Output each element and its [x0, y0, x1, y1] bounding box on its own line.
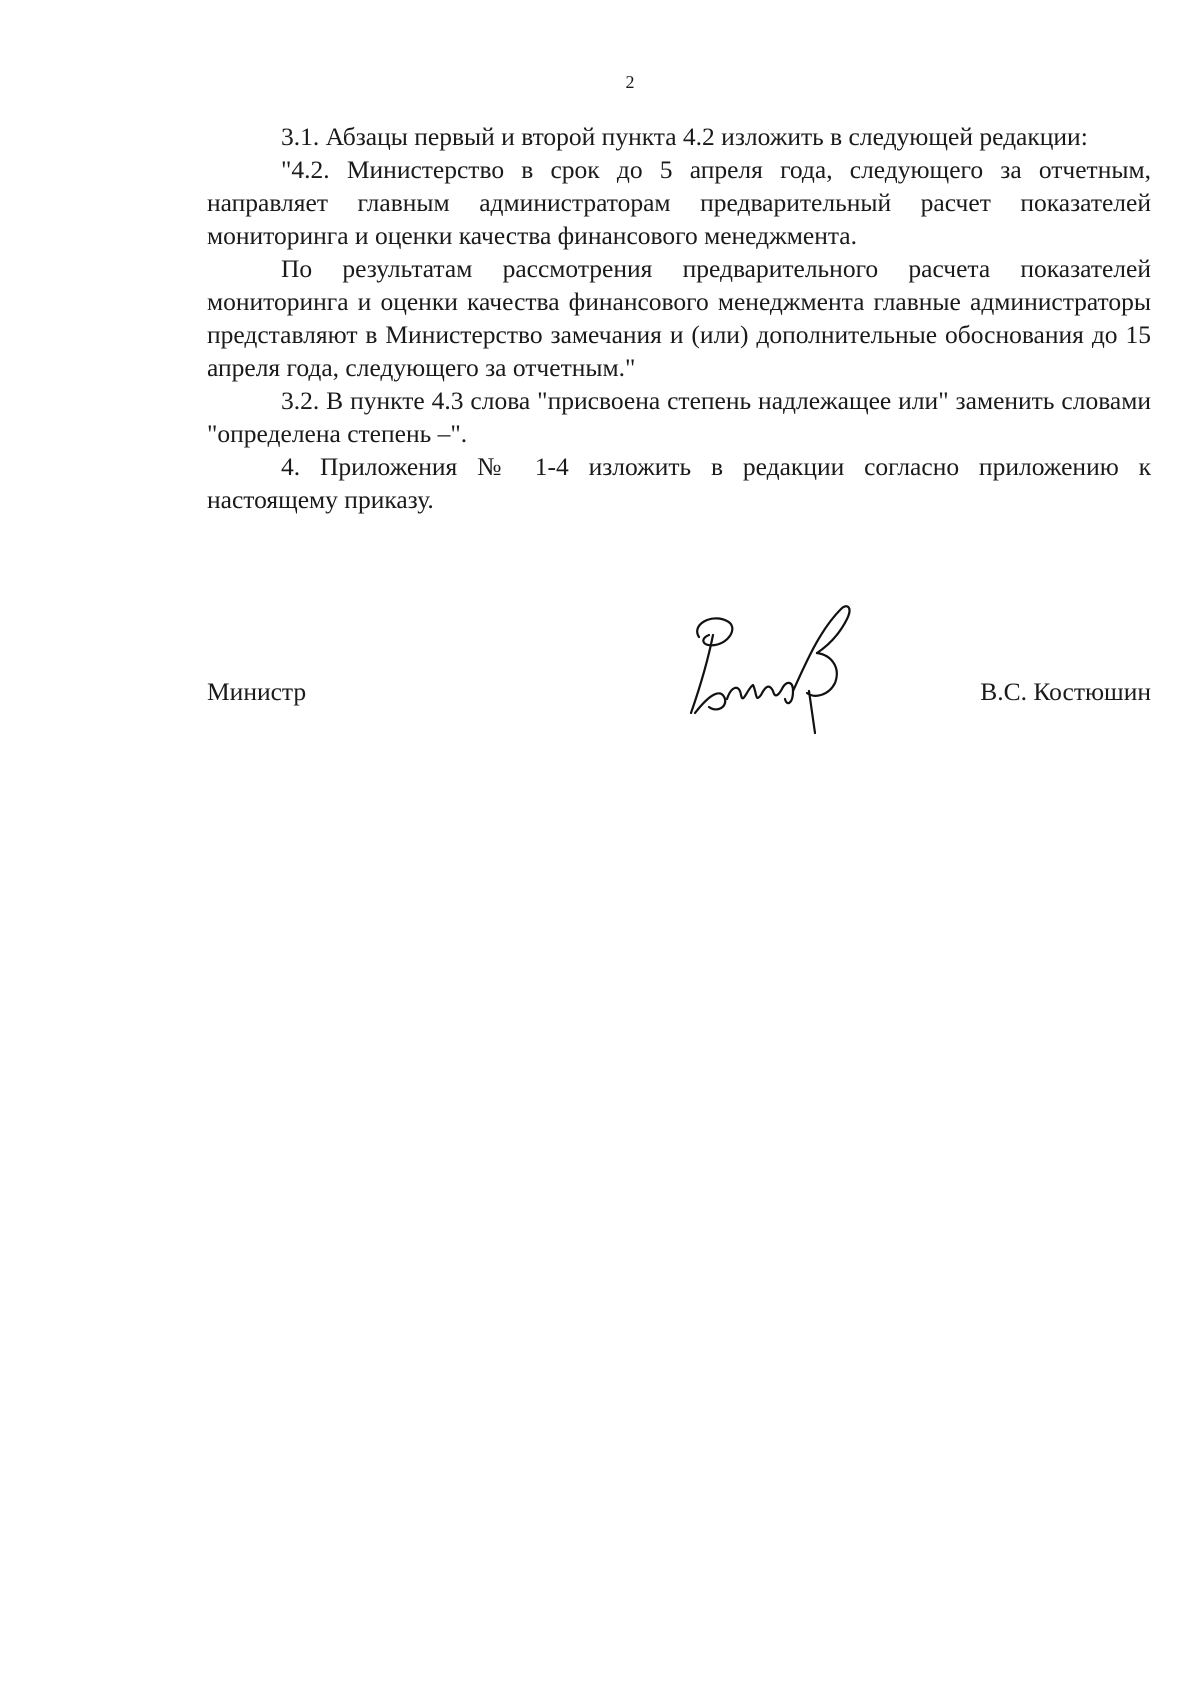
signer-title: Министр	[207, 677, 307, 706]
page-number: 2	[625, 72, 635, 92]
document-body	[207, 120, 1151, 516]
paragraph-4: 4. Приложения № 1-4 изложить в редакции согласно приложению к настоящему приказу.	[207, 452, 1151, 514]
signature-block	[207, 595, 1151, 735]
paragraph-3-2: 3.2. В пункте 4.3 слова "присвоена степень надлежащее или" заменить словами "определена степень –".	[207, 386, 1151, 448]
signer-name: В.С. Костюшин	[980, 677, 1151, 706]
paragraph-4-2-quote: "4.2. Министерство в срок до 5 апреля года, следующего за отчетным, направляет главным администраторам предварительный расчет показателей мониторинга и оценки качества финансового менеджмента.	[207, 155, 1151, 250]
paragraph-review-results: По результатам рассмотрения предварительного расчета показателей мониторинга и оценки качества финансового менеджмента главные администраторы представляют в Министерство замечания и (или) дополнительные обоснования до 15 апреля года, следующего за отчетным."	[207, 254, 1151, 382]
paragraph-3-1: 3.1. Абзацы первый и второй пункта 4.2 изложить в следующей редакции:	[281, 122, 1088, 151]
handwritten-signature-icon	[669, 595, 869, 740]
